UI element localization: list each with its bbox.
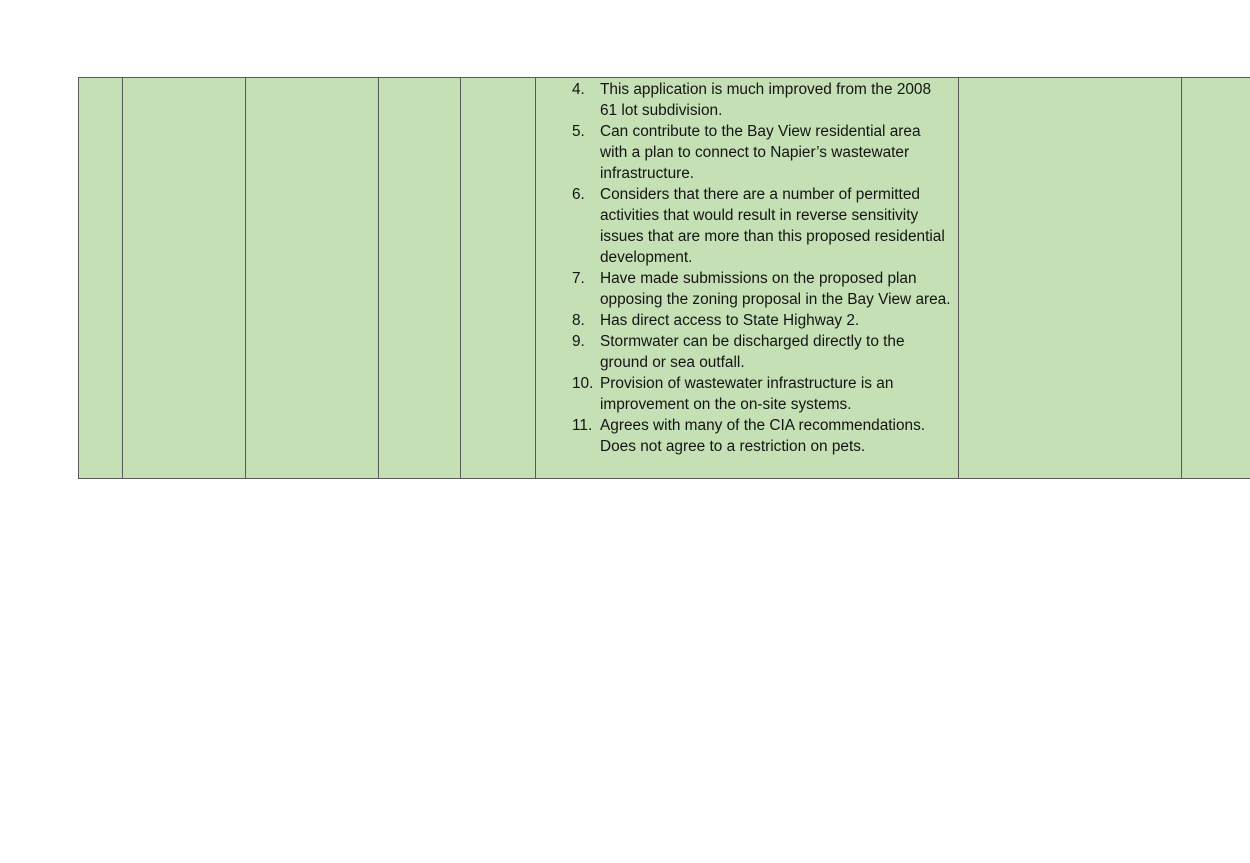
list-item <box>536 373 958 415</box>
list-item-text: Can contribute to the Bay View residential area with a plan to connect to Napier’s wastewater infrastructure. <box>600 123 921 182</box>
table-cell-5 <box>460 78 535 478</box>
list-item <box>536 310 958 331</box>
table-cell-1 <box>78 78 122 478</box>
list-item-text: Considers that there are a number of permitted activities that would result in reverse sensitivity issues that are more than this proposed residential development. <box>600 186 945 266</box>
submission-notes-list <box>536 78 958 457</box>
list-item-number: 7. <box>572 270 585 287</box>
list-item-number: 9. <box>572 333 585 350</box>
list-item <box>536 184 958 268</box>
list-item-number: 11. <box>572 417 593 434</box>
list-item-number: 5. <box>572 123 585 140</box>
list-item <box>536 121 958 184</box>
list-item <box>536 415 958 457</box>
list-item-text: Agrees with many of the CIA recommendations. Does not agree to a restriction on pets. <box>600 417 926 455</box>
list-item-text: This application is much improved from the 2008 61 lot subdivision. <box>600 81 932 119</box>
table-cell-8 <box>1181 78 1250 478</box>
table-cell-4 <box>378 78 460 478</box>
list-item-number: 6. <box>572 186 585 203</box>
table-cell-notes <box>535 78 958 478</box>
submissions-table-row <box>78 77 1250 479</box>
list-item-text: Stormwater can be discharged directly to the ground or sea outfall. <box>600 333 905 371</box>
list-item-text: Has direct access to State Highway 2. <box>600 312 860 329</box>
table-cell-2 <box>122 78 245 478</box>
list-item-number: 10. <box>572 375 594 392</box>
table-cell-7 <box>958 78 1181 478</box>
list-item-number: 4. <box>572 81 585 98</box>
list-item <box>536 268 958 310</box>
table-cell-3 <box>245 78 378 478</box>
list-item <box>536 331 958 373</box>
list-item-text: Provision of wastewater infrastructure is an improvement on the on-site systems. <box>600 375 894 413</box>
list-item-text: Have made submissions on the proposed plan opposing the zoning proposal in the Bay View area. <box>600 270 951 308</box>
list-item <box>536 79 958 121</box>
list-item-number: 8. <box>572 312 585 329</box>
